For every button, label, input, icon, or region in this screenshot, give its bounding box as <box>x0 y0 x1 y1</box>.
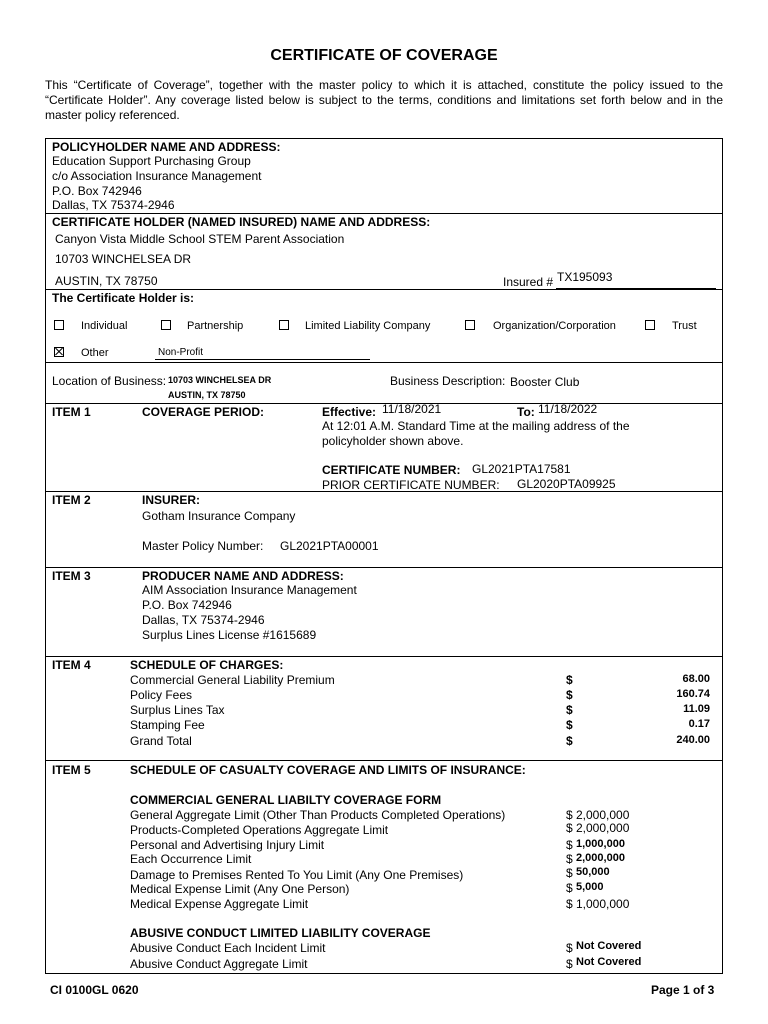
insurer-name: Gotham Insurance Company <box>142 509 296 523</box>
business-description-value: Booster Club <box>510 375 580 389</box>
currency-symbol: $ <box>566 897 573 911</box>
charge-value: 160.74 <box>676 688 710 700</box>
effective-date: 11/18/2021 <box>382 402 442 416</box>
charge-label: Surplus Lines Tax <box>130 703 225 717</box>
organization-label: Organization/Corporation <box>493 320 616 332</box>
policyholder-line: P.O. Box 742946 <box>52 184 142 198</box>
currency-symbol: $ <box>566 808 573 822</box>
to-date: 11/18/2022 <box>538 402 598 416</box>
casualty-heading: SCHEDULE OF CASUALTY COVERAGE AND LIMITS OF INSURANCE: <box>130 763 526 777</box>
form-id: CI 0100GL 0620 <box>50 983 139 997</box>
currency-symbol: $ <box>566 703 573 717</box>
limit-label: General Aggregate Limit (Other Than Products Completed Operations) <box>130 808 506 822</box>
insured-number-underline <box>556 288 716 289</box>
location-line2: AUSTIN, TX 78750 <box>168 390 246 400</box>
charge-label: Grand Total <box>130 734 192 748</box>
limit-value: Not Covered <box>576 940 642 952</box>
coverage-period-heading: COVERAGE PERIOD: <box>142 405 265 419</box>
currency-symbol: $ <box>566 866 573 880</box>
business-description-label: Business Description: <box>390 374 506 388</box>
llc-label: Limited Liability Company <box>305 320 431 332</box>
limit-label: Each Occurrence Limit <box>130 852 252 866</box>
individual-label: Individual <box>81 320 128 332</box>
divider <box>45 362 723 363</box>
item4-label: ITEM 4 <box>52 658 91 672</box>
charge-value: 240.00 <box>676 734 710 746</box>
currency-symbol: $ <box>566 941 573 955</box>
insurer-heading: INSURER: <box>142 493 201 507</box>
location-label: Location of Business: <box>52 374 167 388</box>
currency-symbol: $ <box>566 957 573 971</box>
limit-label: Abusive Conduct Each Incident Limit <box>130 941 326 955</box>
limit-value: 50,000 <box>576 866 610 878</box>
producer-heading: PRODUCER NAME AND ADDRESS: <box>142 569 344 583</box>
holder-street: 10703 WINCHELSEA DR <box>55 252 192 266</box>
other-checkbox[interactable] <box>54 347 64 357</box>
holder-name: Canyon Vista Middle School STEM Parent Association <box>55 232 345 246</box>
limit-value: 5,000 <box>576 881 604 893</box>
limit-label: Damage to Premises Rented To You Limit (Any One Premises) <box>130 868 464 882</box>
abuse-heading: ABUSIVE CONDUCT LIMITED LIABILITY COVERAGE <box>130 926 431 940</box>
prior-certificate-value: GL2020PTA09925 <box>517 477 616 491</box>
charge-label: Commercial General Liability Premium <box>130 673 335 687</box>
organization-checkbox[interactable] <box>465 320 475 330</box>
charge-label: Policy Fees <box>130 688 193 702</box>
currency-symbol: $ <box>566 718 573 732</box>
document-title: CERTIFICATE OF COVERAGE <box>270 47 498 64</box>
cgl-heading: COMMERCIAL GENERAL LIABILTY COVERAGE FORM <box>130 793 442 807</box>
divider <box>45 567 723 568</box>
holder-city: AUSTIN, TX 78750 <box>55 274 158 288</box>
limit-label: Medical Expense Aggregate Limit <box>130 897 309 911</box>
policyholder-heading: POLICYHOLDER NAME AND ADDRESS: <box>52 140 281 154</box>
certificate-holder-heading: CERTIFICATE HOLDER (NAMED INSURED) NAME AND ADDRESS: <box>52 215 431 229</box>
currency-symbol: $ <box>566 881 573 895</box>
insured-number-value: TX195093 <box>557 270 613 284</box>
limit-label: Medical Expense Limit (Any One Person) <box>130 882 350 896</box>
master-policy-label: Master Policy Number: <box>142 539 264 553</box>
location-line1: 10703 WINCHELSEA DR <box>168 375 272 385</box>
coverage-note: At 12:01 A.M. Standard Time at the mailing address of the <box>322 419 630 433</box>
coverage-note: policyholder shown above. <box>322 434 464 448</box>
individual-checkbox[interactable] <box>54 320 64 330</box>
limit-label: Products-Completed Operations Aggregate Limit <box>130 823 389 837</box>
limit-label: Personal and Advertising Injury Limit <box>130 838 325 852</box>
partnership-checkbox[interactable] <box>161 320 171 330</box>
policyholder-line: Education Support Purchasing Group <box>52 154 251 168</box>
currency-symbol: $ <box>566 821 573 835</box>
charge-label: Stamping Fee <box>130 718 205 732</box>
to-label: To: <box>517 405 535 419</box>
item1-label: ITEM 1 <box>52 405 91 419</box>
llc-checkbox[interactable] <box>279 320 289 330</box>
currency-symbol: $ <box>566 838 573 852</box>
partnership-label: Partnership <box>187 320 244 332</box>
item5-label: ITEM 5 <box>52 763 91 777</box>
limit-value: 2,000,000 <box>576 808 630 822</box>
other-underline <box>155 359 370 360</box>
trust-checkbox[interactable] <box>645 320 655 330</box>
limit-value: 2,000,000 <box>576 852 625 864</box>
prior-certificate-label: PRIOR CERTIFICATE NUMBER: <box>322 478 500 492</box>
certificate-number-value: GL2021PTA17581 <box>472 462 571 476</box>
currency-symbol: $ <box>566 688 573 702</box>
divider <box>45 656 723 657</box>
entity-type-heading: The Certificate Holder is: <box>52 291 195 305</box>
charge-value: 11.09 <box>683 703 710 715</box>
other-value: Non-Profit <box>158 347 204 358</box>
currency-symbol: $ <box>566 852 573 866</box>
page-number: Page 1 of 3 <box>651 983 715 997</box>
currency-symbol: $ <box>566 673 573 687</box>
effective-label: Effective: <box>322 405 377 419</box>
item2-label: ITEM 2 <box>52 493 91 507</box>
limit-value: 2,000,000 <box>576 821 630 835</box>
limit-value: Not Covered <box>576 956 642 968</box>
certificate-number-label: CERTIFICATE NUMBER: <box>322 463 461 477</box>
producer-line: P.O. Box 742946 <box>142 598 232 612</box>
divider <box>45 289 723 290</box>
divider <box>45 760 723 761</box>
charge-value: 68.00 <box>682 673 710 685</box>
producer-line: Dallas, TX 75374-2946 <box>142 613 265 627</box>
limit-value: 1,000,000 <box>576 838 625 850</box>
intro-paragraph: This “Certificate of Coverage”, together with the master policy to which it is attached, constitute the policy issued to the “Certificate Holder”. Any coverage listed below is subject to the terms, conditions and limitations set forth below and in the master policy referenced. <box>45 78 723 122</box>
policyholder-line: c/o Association Insurance Management <box>52 169 262 183</box>
master-policy-value: GL2021PTA00001 <box>280 539 379 553</box>
charge-value: 0.17 <box>688 718 710 730</box>
producer-line: AIM Association Insurance Management <box>142 583 357 597</box>
insured-number-label: Insured # <box>503 275 554 289</box>
limit-label: Abusive Conduct Aggregate Limit <box>130 957 308 971</box>
currency-symbol: $ <box>566 734 573 748</box>
trust-label: Trust <box>672 320 697 332</box>
producer-line: Surplus Lines License #1615689 <box>142 628 317 642</box>
divider <box>45 213 723 214</box>
other-label: Other <box>81 347 109 359</box>
limit-value: 1,000,000 <box>576 897 630 911</box>
policyholder-line: Dallas, TX 75374-2946 <box>52 198 175 212</box>
item3-label: ITEM 3 <box>52 569 91 583</box>
charges-heading: SCHEDULE OF CHARGES: <box>130 658 284 672</box>
